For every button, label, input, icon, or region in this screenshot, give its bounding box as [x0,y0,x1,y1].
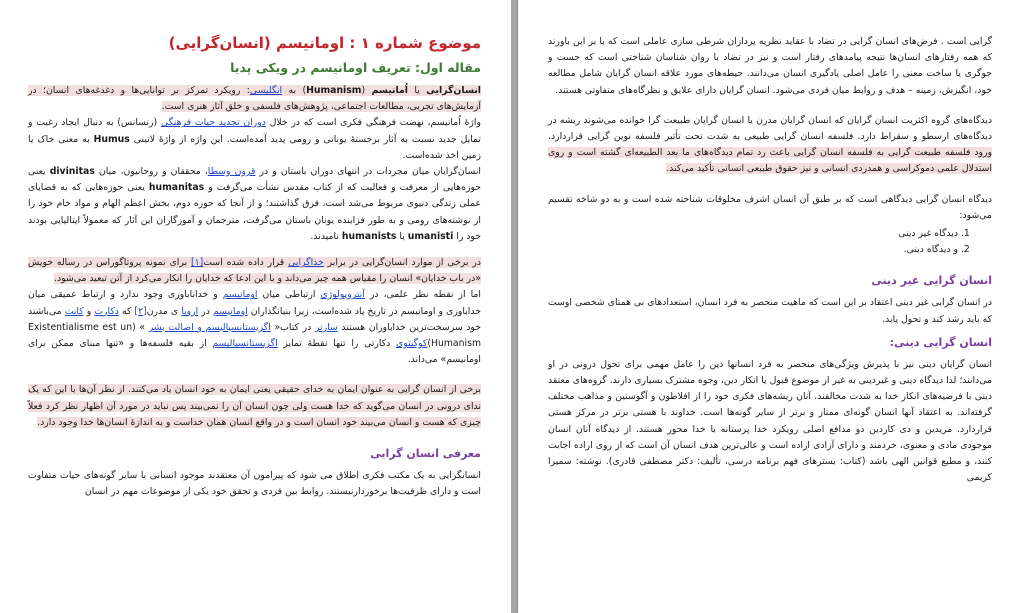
paragraph-non-religious: در انسان گرایی غیر دینی اعتقاد بر این است که ماهیت منحصر به فرد انسان، استعدادهای بی همتای شخصی اوست که باید رشد کند و تحول یابد. [548,297,992,325]
view-list [548,226,968,258]
link-footnote-2[interactable]: [۲] [134,305,147,317]
paragraph-naturalism: دیدگاه‌های گروه اکثریت انسان گرایان که انسان گرایان مدرن یا انسان گرایان طبیعت گرا خوانده می‌شوند ریشه در دیدگاه‌های ارسطو و سقراط دارد. فلسفه انسان گرایی طبیعی به شدت تحت تأثیر فلسفه نوین گرایی قراردارد. ورود فلسفه طبیعت گرایی به فلسفه انسان گرایی باعث رد تمام دیدگاه‌های ما بعد الطبیعه‌ای گشته است و روی استدلال علمی دموکراسی و همدردی انسانی و نیز حقوق طبیعی انسانی تأکید می‌کند. [548,114,992,175]
link-existentialism-book[interactable]: اگزیستانسیالیسم و اصالت بشر [148,321,271,333]
article-subtitle: مقاله اول: تعریف اومانیسم در ویکی پدیا [230,60,481,75]
link-descartes[interactable]: دکارت [94,305,119,317]
link-footnote-1[interactable]: [۱] [190,257,204,269]
list-item: 1. دیدگاه غیر دینی [548,226,958,242]
page-gap [511,0,518,613]
paragraph-religious: انسان گرایان دینی نیز با پذیرش ویژگی‌های منحصر به فرد انسانها دین را عامل مهمی برای تحول درونی در او می‌دانند؛ لذا دیدگاه دینی و غیردینی به غیر از موضوع قبول یا انکار دین، وجوه مشترک بسیاری دارند. گروه‌های معتقد دینی با فرضیه‌های انکار خدا به شدت مخالفند. آنان ریشه‌های فکری خود را از افلاطون و آگوستین و مذاهب مختلف گرفته‌اند. به اعتقاد آنها انسان گونه‌ای ممتاز و برتر از سایر گونه‌ها است. خداوند با هستی برتر در مرکز هستی قراردارد. مریدین و دی کاردین دو مدافع اصلی رویکرد خدا پرستانه با خدا محور هستند. از دیدگاه آنان انسان موجودی مادی و معنوی، خردمند و دارای آزادی اراده است و عالی‌ترین هدف انسان آن است که از روی اراده اجابت کنند، و مطیع قوانین الهی باشد (کتاب: بسترهای فهم برنامه درسی، تألیف: دکتر مصطفی قادری). نوشته: سمیرا کریمی [548,358,992,484]
paragraph-theism: در برخی از موارد انسان‌گرایی در برابر خداگرایی قرار داده شده است[۱] برای نمونه پروتاگوراس در رساله خویش «در باب خدایان» انسان را مقیاس همه چیز می‌داند و با این ادعا که خدایان را انکار می‌کرد از آتن تبعید می‌شود. [28,257,482,285]
link-renaissance[interactable]: دوران تجدید حیات فرهنگی [160,117,266,129]
list-item: 2. و دیدگاه دینی. [548,242,958,258]
section-heading-intro: معرفی انسان گرایی [370,447,481,461]
link-theism[interactable]: خداگرایی [288,257,324,269]
paragraph-intro: انسانگرایی به یک مکتب فکری اطلاق می شود که پیرامون آن معتقدند موجود انسانی با سایر گونه‌های حیات متفاوت است و دارای ظرفیت‌ها برخوردارنیستند. روابط بین فردی و تحقق خود یکی از موضوعات مهم در انسان [28,470,481,498]
link-cogito[interactable]: کوگیتوی [395,338,428,350]
paragraph-definition: انسان‌گرایی یا اُمانیسم (Humanism) به انگلیسی: رویکرد تمرکز بر توانایی‌ها و دغدغه‌های انسان؛ در آزمایش‌های تجربی، مطالعات اجتماعی، پژوهش‌های فلسفی و خلق آثار هنری است. [28,85,481,113]
link-existentialism[interactable]: اگزیستانسیالیسم [212,338,278,350]
paragraph-etymology: واژهٔ اُمانیسم، نهضت فرهنگی فکری است که در خلال دوران تجدید حیات فرهنگی (رنسانس) به دنبال ایجاد رغبت و تمایل جدید نسبت به آثار برجستهٔ یونانی و رومی پدید آمده‌است. این واژه از واژهٔ لاتینی Humus به معنی خاک یا زمین اخذ شده‌است. [28,117,481,161]
link-kant[interactable]: کانت [64,305,84,317]
document-title: موضوع شماره ۱ : اومانیسم (انسان‌گرایی) [168,34,481,52]
link-humanism[interactable]: اومانیسم [222,289,258,301]
link-europe[interactable]: اروپا [181,305,199,317]
paragraph-history: انسان‌گرایان میان مجردات در انتهای دوران باستان و در قرون وسطا، محققان و روحانیون، میان divinitas یعنی حوزه‌هایی از معرفت و فعالیت که از کتاب مقدس نشأت می‌گرفت و humanitas یعنی حوزه‌هایی که به قضایای عملی زندگی دنیوی مربوط می‌شد است، فرق گذاشتند؛ و از آنجا که حوزه دوم، بخش اعظم الهام و مواد خام خود را از نوشته‌های رومی و به طور فزاینده یونان باستان می‌گرفت، مترجمان و آموزگاران این آثار که معمولاً ایتالیایی بودند خود را umanisti یا humanists نامیدند. [28,166,481,242]
link-anthropology[interactable]: آنتروپولوژی [320,289,365,301]
section-heading-religious: انسان گرایی دینی: [889,335,992,349]
paragraph-division: دیدگاه انسان گرایی دیدگاهی است که بر طبق آن انسان اشرف مخلوقات شناخته شده است و به دو شاخه تقسیم می‌شود: [548,193,992,221]
link-middle-ages[interactable]: قرون وسطا [207,166,256,178]
paragraph-anthropology: اما از نقطه نظر علمی، در آنتروپولوژی ارتباطی میان اومانیسم و خداناباوری وجود ندارد و ارتباط عمیقی میان خداباوری و اومانیسم در تاریخ یاد شده‌است، زیرا بنیانگذاران اومانیسم در اروپا ی مدرن[۲] که دکارت و کانت می‌باشند خود سرسخت‌ترین خداباوران هستند سارتر در کتاب« اگزیستانسیالیسم و اصالت بشر » (Existentialisme est un Humanism)کوگیتوی دکارتی را تنها نقطهٔ تمایز اگزیستانسیالیسم از بقیه فلسفه‌ها و «تنها مبنای ممکن برای اومانیسم» می‌داند. [28,289,481,366]
document-page-left [0,0,511,613]
section-heading-non-religious: انسان گرایی غیر دینی [871,274,992,288]
document-page-right [518,0,1024,613]
link-english[interactable]: انگلیسی [249,85,283,96]
paragraph-faith: برخی از انسان گرایی به عنوان ایمان به خدای حقیقی یعنی ایمان به خود انسان یاد می‌کنند. از نظر آن‌ها با این که یک ندای درونی در انسان می‌گوید که خدا هست ولی چون انسان آن را نمی‌بیند پس نباید در مورد آن اظهار نظر کرد فعلاً چیزی که هست و انسان می‌بیند خود انسان است و در واقع انسان همان خداست و به اندازهٔ انسان‌ها خدا وجود دارد. [28,384,481,428]
paragraph-theories: گرایی است . فرض‌های انسان گرایی در تضاد با عقاید نظریه پردازان شرطی سازی عاملی است که با بر این باورند که همه رفتارهای انسان‌ها نتیجه پیامدهای رفتار است و نیز در تضاد با روان شناسان شناختی است که جست و جوگری یا ساخت معنی را عامل اصلی یادگیری انسان می‌دانند. حیطه‌های مورد علاقه انسان گرایان شامل مطالعه خود، انگیزش، زمینه – هدف و روابط میان فردی می‌شود. انسان گرایان دارای علایق و نظرگاه‌های متفاوتی هستند. [548,36,992,96]
link-humanism-2[interactable]: اومانیسم [212,305,248,317]
link-sartre[interactable]: سارتر [314,321,338,333]
